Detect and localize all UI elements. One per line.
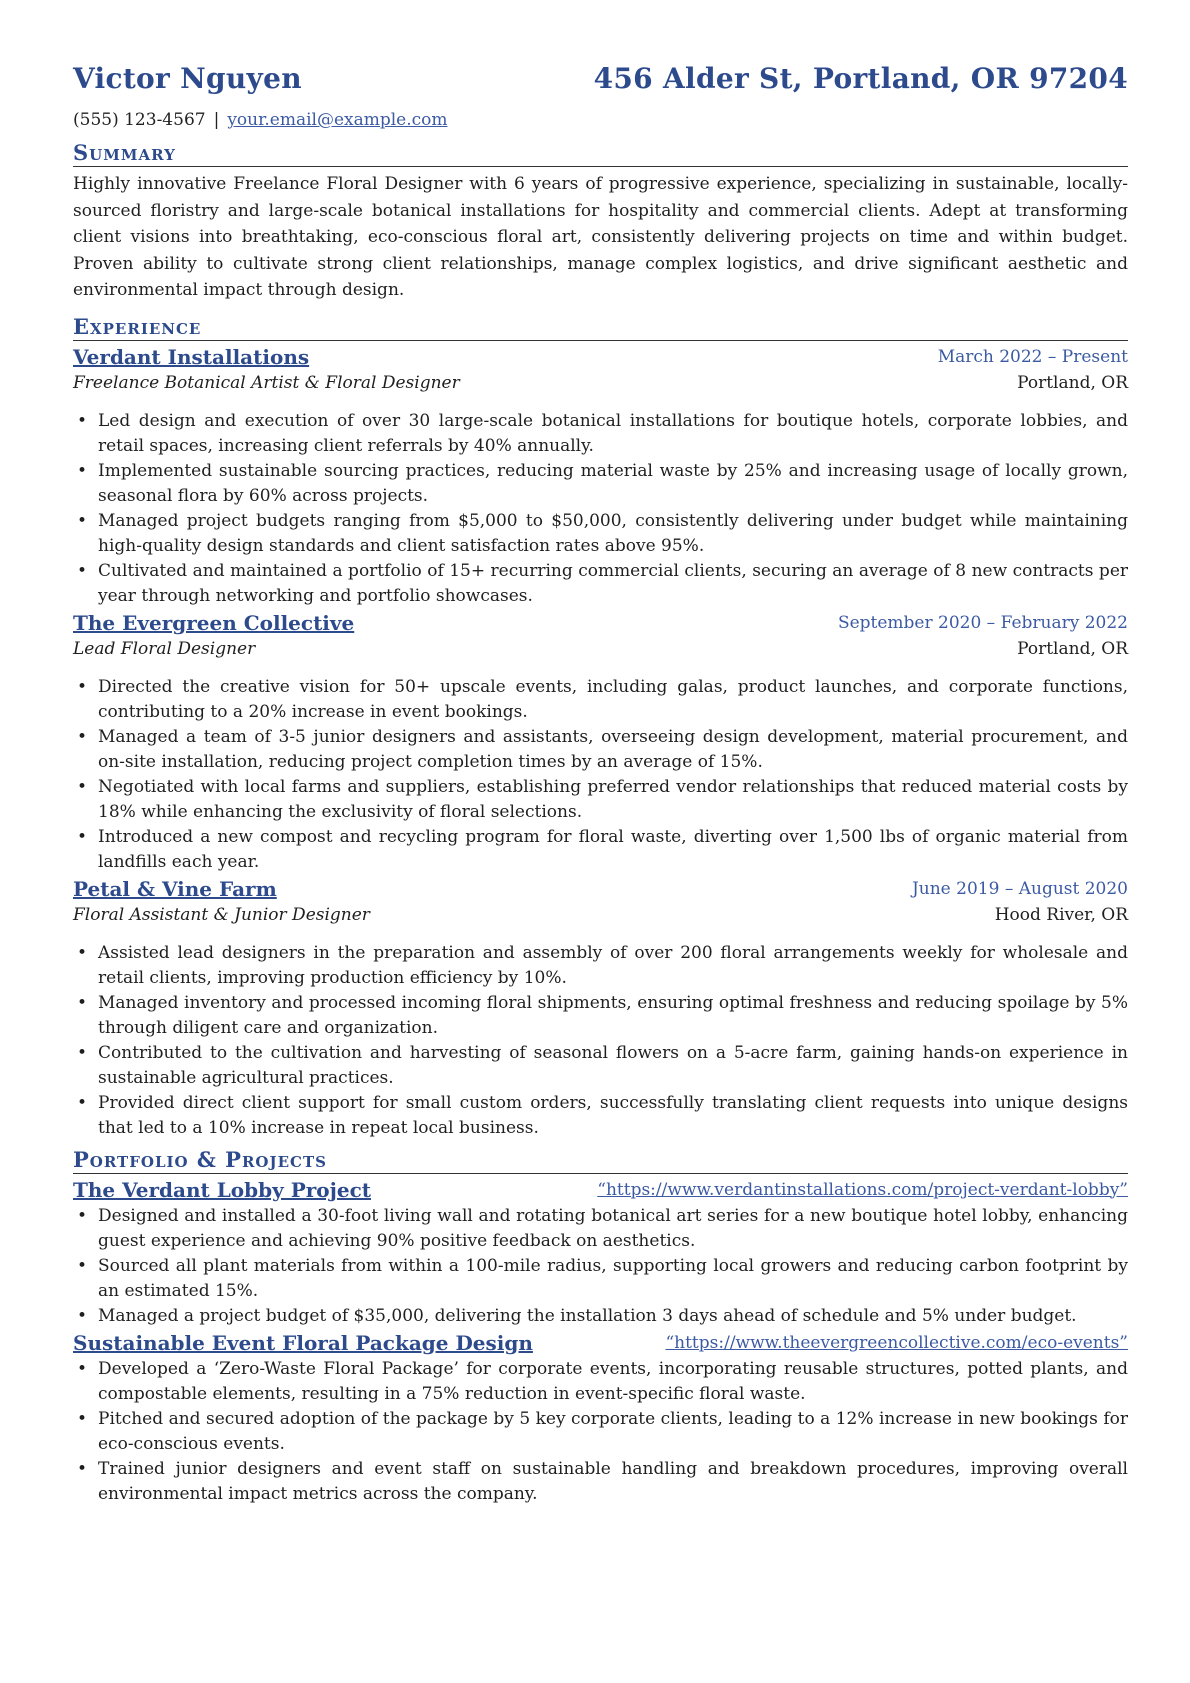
job-dates: June 2019 – August 2020 [911,878,1128,899]
project-name-link[interactable]: The Verdant Lobby Project [73,1177,371,1202]
bullet-item: • Introduced a new compost and recycling program for floral waste, diverting over 1,500 lbs of organic material from landfills each year. [73,825,1128,875]
job-bullets [73,409,1128,609]
project-url-link[interactable]: “https://www.theevergreencollective.com/eco-events” [665,1332,1128,1353]
experience-section [73,314,1128,1141]
job-entry [73,345,1128,609]
job-company-link[interactable]: The Evergreen Collective [73,610,355,635]
bullet-item: • Sourced all plant materials from within a 100-mile radius, supporting local growers and reducing carbon footprint by an estimated 15%. [73,1254,1128,1304]
experience-heading: Experience [73,314,1128,341]
project-url-link[interactable]: “https://www.verdantinstallations.com/project-verdant-lobby” [597,1179,1128,1200]
portfolio-section [73,1147,1128,1507]
project-entry [73,1331,1128,1507]
contact-separator: | [213,110,220,130]
project-entry [73,1178,1128,1329]
project-name-link[interactable]: Sustainable Event Floral Package Design [73,1330,533,1355]
job-role: Freelance Botanical Artist & Floral Designer [73,372,460,393]
bullet-item: • Trained junior designers and event staff on sustainable handling and breakdown procedures, improving overall environmental impact metrics across the company. [73,1457,1128,1507]
job-entry [73,877,1128,1141]
bullet-item: • Managed project budgets ranging from $5,000 to $50,000, consistently delivering under budget while maintaining high-quality design standards and client satisfaction rates above 95%. [73,509,1128,559]
job-company-link[interactable]: Verdant Installations [73,344,310,369]
resume-page [73,0,1128,1507]
portfolio-heading: Portfolio & Projects [73,1147,1128,1174]
phone-number: (555) 123-4567 [73,110,206,130]
job-bullets [73,941,1128,1141]
bullet-item: • Negotiated with local farms and suppliers, establishing preferred vendor relationships that reduced material costs by 18% while enhancing the exclusivity of floral selections. [73,775,1128,825]
bullet-item: • Managed a team of 3-5 junior designers and assistants, overseeing design development, material procurement, and on-site installation, reducing project completion times by an average of 15%. [73,725,1128,775]
bullet-item: • Managed inventory and processed incoming floral shipments, ensuring optimal freshness and reducing spoilage by 5% through diligent care and organization. [73,991,1128,1041]
resume-header [73,0,1128,140]
bullet-item: • Managed a project budget of $35,000, delivering the installation 3 days ahead of schedule and 5% under budget. [73,1304,1128,1329]
bullet-item: • Contributed to the cultivation and harvesting of seasonal flowers on a 5-acre farm, gaining hands-on experience in sustainable agricultural practices. [73,1041,1128,1091]
job-bullets [73,675,1128,875]
bullet-item: • Designed and installed a 30-foot living wall and rotating botanical art series for a new boutique hotel lobby, enhancing guest experience and achieving 90% positive feedback on aesthetics. [73,1204,1128,1254]
job-entry [73,611,1128,875]
bullet-item: • Pitched and secured adoption of the package by 5 key corporate clients, leading to a 12% increase in new bookings for eco-conscious events. [73,1407,1128,1457]
job-role: Floral Assistant & Junior Designer [73,904,370,925]
job-dates: September 2020 – February 2022 [837,612,1128,633]
project-bullets [73,1357,1128,1507]
summary-section [73,140,1128,304]
project-bullets [73,1204,1128,1329]
job-location: Hood River, OR [994,904,1128,925]
bullet-item: • Implemented sustainable sourcing practices, reducing material waste by 25% and increasing usage of locally grown, seasonal flora by 60% across projects. [73,459,1128,509]
bullet-item: • Directed the creative vision for 50+ upscale events, including galas, product launches, and corporate functions, contributing to a 20% increase in event bookings. [73,675,1128,725]
bullet-item: • Cultivated and maintained a portfolio of 15+ recurring commercial clients, securing an average of 8 new contracts per year through networking and portfolio showcases. [73,559,1128,609]
bullet-item: • Assisted lead designers in the preparation and assembly of over 200 floral arrangements weekly for wholesale and retail clients, improving production efficiency by 10%. [73,941,1128,991]
job-location: Portland, OR [1017,372,1128,393]
candidate-name: Victor Nguyen [73,62,302,95]
job-role: Lead Floral Designer [73,638,256,659]
job-company-link[interactable]: Petal & Vine Farm [73,876,277,901]
contact-line [73,110,448,130]
bullet-item: • Developed a ‘Zero-Waste Floral Package’ for corporate events, incorporating reusable structures, potted plants, and compostable elements, resulting in a 75% reduction in event-specific floral waste. [73,1357,1128,1407]
job-location: Portland, OR [1017,638,1128,659]
summary-text: Highly innovative Freelance Floral Designer with 6 years of progressive experience, specializing in sustainable, locally-sourced floristry and large-scale botanical installations for hospitality and commercial clients. Adept at transforming client visions into breathtaking, eco-conscious floral art, consistently delivering projects on time and within budget. Proven ability to cultivate strong client relationships, manage complex logistics, and drive significant aesthetic and environmental impact through design. [73,174,1128,300]
candidate-address: 456 Alder St, Portland, OR 97204 [593,62,1128,95]
bullet-item: • Led design and execution of over 30 large-scale botanical installations for boutique hotels, corporate lobbies, and retail spaces, increasing client referrals by 40% annually. [73,409,1128,459]
email-link[interactable]: your.email@example.com [227,110,448,130]
bullet-item: • Provided direct client support for small custom orders, successfully translating client requests into unique designs that led to a 10% increase in repeat local business. [73,1091,1128,1141]
job-dates: March 2022 – Present [937,346,1128,367]
summary-heading: Summary [73,140,1128,167]
